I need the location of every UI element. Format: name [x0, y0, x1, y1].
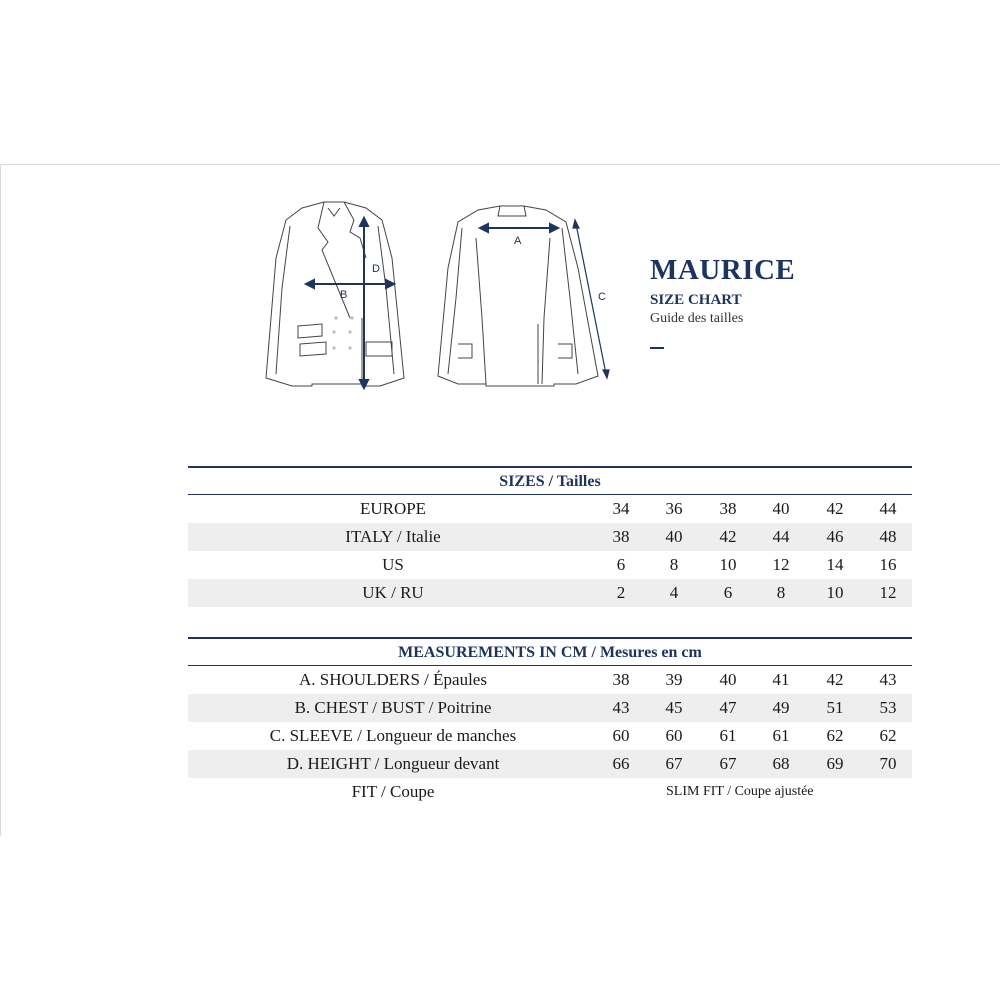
row-label: US — [382, 555, 404, 574]
table-cell: 6 — [616, 555, 626, 574]
table-cell: 39 — [665, 670, 683, 689]
brand-subtitle-fr: Guide des tailles — [650, 311, 744, 326]
table-cell: 12 — [879, 583, 897, 602]
table-cell: 34 — [612, 499, 630, 518]
back-right-sleeve — [562, 228, 578, 374]
back-left-panel — [476, 238, 486, 384]
table-cell: 70 — [879, 754, 897, 773]
table-row — [188, 523, 912, 551]
table-row — [188, 694, 912, 722]
table-cell: 60 — [665, 726, 683, 745]
front-collar — [328, 208, 340, 216]
table-cell: 53 — [879, 698, 897, 717]
table-cell: 67 — [719, 754, 737, 773]
row-label: UK / RU — [362, 583, 424, 602]
label-c: C — [598, 291, 606, 303]
table-row — [188, 666, 912, 694]
front-pocket-right — [366, 342, 392, 356]
table-cell: 67 — [665, 754, 683, 773]
brand-dash — [650, 347, 664, 349]
table-cell: 40 — [719, 670, 737, 689]
label-b: B — [340, 289, 348, 301]
back-right-panel — [542, 238, 550, 384]
fit-label: FIT / Coupe — [351, 782, 435, 801]
front-pocket-left-2 — [300, 342, 326, 356]
table-cell: 41 — [772, 670, 790, 689]
sizes-table — [188, 466, 912, 607]
table-cell: 12 — [772, 555, 790, 574]
table-cell: 47 — [719, 698, 737, 717]
brand-block — [650, 254, 795, 349]
table-cell: 40 — [665, 527, 683, 546]
table-cell: 60 — [612, 726, 630, 745]
table-cell: 10 — [826, 583, 844, 602]
table-row — [188, 551, 912, 579]
table-cell: 43 — [879, 670, 897, 689]
row-label: C. SLEEVE / Longueur de manches — [269, 726, 517, 745]
front-lapel-right — [344, 202, 366, 258]
table-cell: 66 — [612, 754, 630, 773]
label-a: A — [514, 235, 522, 247]
row-label: B. CHEST / BUST / Poitrine — [294, 698, 492, 717]
table-cell: 46 — [826, 527, 844, 546]
table-cell: 45 — [665, 698, 683, 717]
frame-left-border — [0, 164, 1, 836]
back-cuff-right — [558, 344, 572, 358]
table-cell: 44 — [772, 527, 790, 546]
table-cell: 38 — [719, 499, 737, 518]
row-label: D. HEIGHT / Longueur devant — [286, 754, 500, 773]
table-cell: 40 — [772, 499, 790, 518]
frame-top-border — [0, 164, 1000, 165]
table-cell: 42 — [719, 527, 737, 546]
fit-value: SLIM FIT / Coupe ajustée — [666, 784, 814, 799]
table-cell: 38 — [612, 670, 630, 689]
table-cell: 8 — [669, 555, 679, 574]
table-row — [188, 495, 912, 523]
table-cell: 68 — [772, 754, 790, 773]
table-cell: 49 — [772, 698, 790, 717]
measurements-title: MEASUREMENTS IN CM / Mesures en cm — [398, 644, 702, 661]
row-label: EUROPE — [359, 499, 427, 518]
table-cell: 51 — [826, 698, 844, 717]
table-cell: 4 — [669, 583, 679, 602]
table-cell: 48 — [879, 527, 897, 546]
table-cell: 62 — [879, 726, 897, 745]
table-cell: 42 — [826, 670, 844, 689]
table-cell: 2 — [616, 583, 626, 602]
table-cell: 38 — [612, 527, 630, 546]
table-cell: 61 — [772, 726, 790, 745]
brand-subtitle: SIZE CHART — [650, 292, 742, 308]
front-pocket-left — [298, 324, 322, 338]
table-cell: 8 — [776, 583, 786, 602]
jacket-illustration — [262, 198, 622, 394]
table-row — [188, 579, 912, 607]
table-cell: 69 — [826, 754, 844, 773]
fit-row — [188, 778, 912, 806]
back-left-sleeve — [448, 228, 462, 374]
back-cuff-left — [458, 344, 472, 358]
table-row — [188, 750, 912, 778]
row-label: ITALY / Italie — [345, 527, 441, 546]
table-cell: 16 — [879, 555, 897, 574]
table-cell: 6 — [723, 583, 733, 602]
table-cell: 62 — [826, 726, 844, 745]
table-cell: 44 — [879, 499, 897, 518]
table-cell: 43 — [612, 698, 630, 717]
table-cell: 36 — [665, 499, 683, 518]
table-row — [188, 722, 912, 750]
row-label: A. SHOULDERS / Épaules — [299, 670, 487, 689]
sizes-title: SIZES / Tailles — [499, 473, 601, 490]
front-jacket-body — [266, 202, 404, 386]
measurements-table — [188, 637, 912, 806]
table-cell: 10 — [719, 555, 737, 574]
brand-name: MAURICE — [650, 254, 796, 286]
back-collar — [498, 206, 526, 216]
label-d: D — [372, 263, 380, 275]
table-cell: 14 — [826, 555, 844, 574]
table-cell: 42 — [826, 499, 844, 518]
table-cell: 61 — [719, 726, 737, 745]
